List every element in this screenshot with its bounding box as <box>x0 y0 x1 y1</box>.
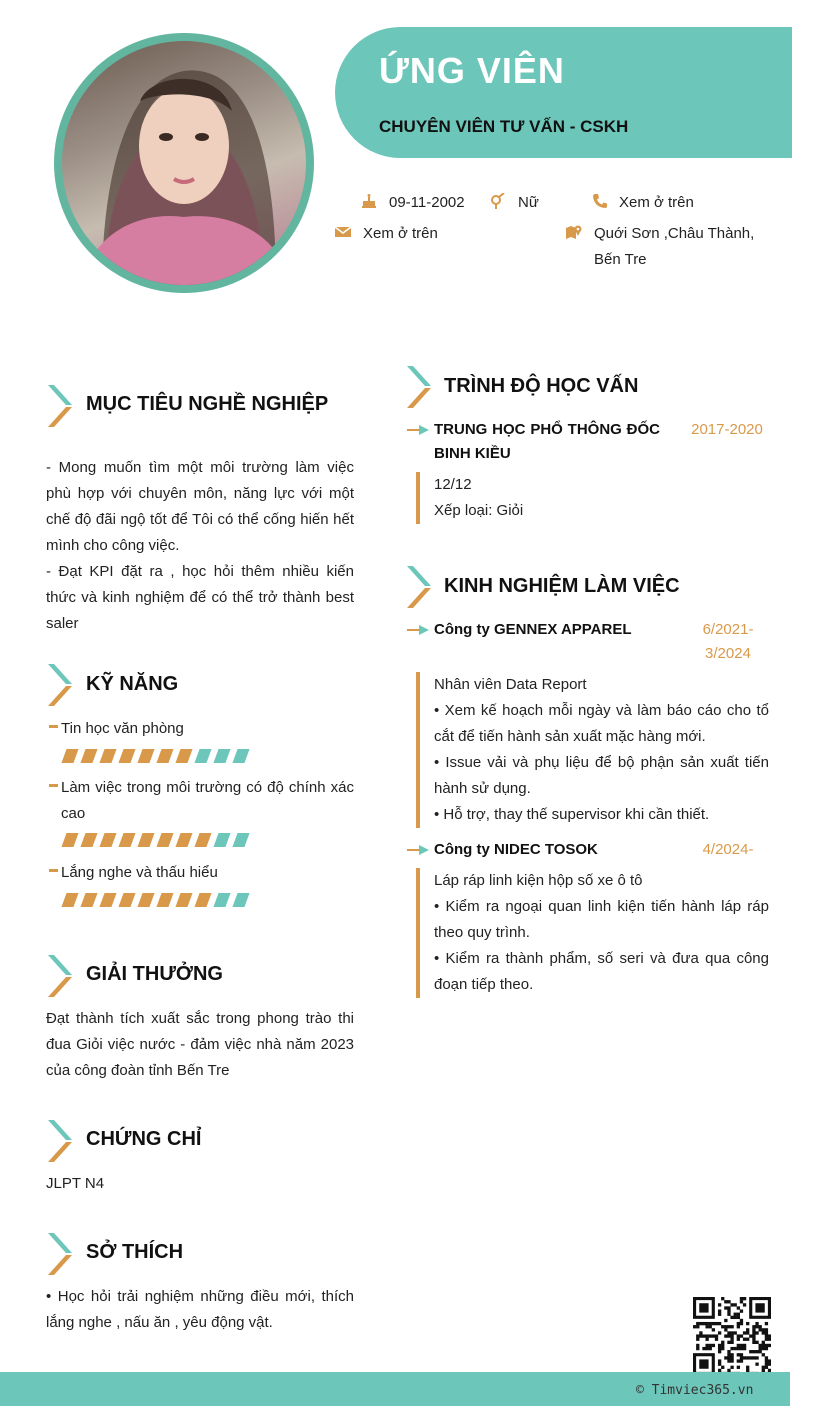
experience-title: KINH NGHIỆM LÀM VIỆC <box>444 575 680 597</box>
skill-level-segment <box>137 749 154 763</box>
skill-level-segment <box>213 893 230 907</box>
section-chevron-icon <box>46 1233 72 1275</box>
birthday-value: 09-11-2002 <box>389 194 465 211</box>
skill-bullet <box>49 784 58 787</box>
section-chevron-icon <box>46 664 72 706</box>
skill-bullet <box>49 869 58 872</box>
skill-level-segment <box>118 833 135 847</box>
skill-level-segment <box>194 893 211 907</box>
company-name: Công ty GENNEX APPAREL <box>434 621 632 638</box>
skill-level-segment <box>80 833 97 847</box>
certificates-title: CHỨNG CHỈ <box>86 1128 202 1150</box>
experience-detail: • Xem kế hoạch mỗi ngày và làm báo cáo cho tổ cắt để tiến hành sản xuất mặc hàng mới. <box>434 702 769 745</box>
experience-detail: • Issue vải và phụ liệu để bộ phận sản xuất tiến hành sử dụng. <box>434 754 769 797</box>
skill-level-segment <box>175 893 192 907</box>
skill-level-segment <box>99 749 116 763</box>
skill-level-segment <box>194 833 211 847</box>
skill-level-segment <box>232 893 249 907</box>
awards-title: GIẢI THƯỞNG <box>86 963 223 985</box>
skill-level-segment <box>175 833 192 847</box>
skill-level-segment <box>80 893 97 907</box>
section-chevron-icon <box>46 955 72 997</box>
awards-text: Đạt thành tích xuất sắc trong phong trào thi đua Giỏi việc nước - đảm việc nhà năm 2023 của công đoàn tỉnh Bến Tre <box>46 1010 354 1079</box>
skill-level-segment <box>137 893 154 907</box>
gender-icon <box>490 193 506 209</box>
skill-level-segment <box>61 893 78 907</box>
skill-level-segment <box>137 833 154 847</box>
section-chevron-icon <box>46 1120 72 1162</box>
skill-bullet <box>49 725 58 728</box>
phone-value: Xem ở trên <box>619 194 694 211</box>
experience-detail: • Hỗ trợ, thay thế supervisor khi cần thiết. <box>434 806 710 823</box>
career-goal-line: - Mong muốn tìm một môi trường làm việc phù hợp với chuyên môn, năng lực với một chế độ đãi ngộ tốt để Tôi có thể cống hiến hết mình cho công việc. <box>46 459 354 554</box>
skill-level-bar <box>64 749 247 765</box>
experience-detail: • Kiểm ra ngoại quan linh kiện tiến hành láp ráp theo quy trình. <box>434 898 769 941</box>
school-name: TRUNG HỌC PHỔ THÔNG ĐỐC BINH KIỀU <box>434 421 660 462</box>
skill-level-segment <box>175 749 192 763</box>
skill-level-segment <box>232 833 249 847</box>
skill-level-segment <box>99 893 116 907</box>
skills-title: KỸ NĂNG <box>86 673 179 695</box>
skill-level-segment <box>61 749 78 763</box>
skill-level-segment <box>99 833 116 847</box>
entry-arrow-icon <box>407 425 429 435</box>
skill-level-segment <box>232 749 249 763</box>
phone-icon <box>592 193 608 209</box>
skill-label: Lắng nghe và thấu hiểu <box>61 864 218 881</box>
experience-date: 6/2021-3/2024 <box>702 621 754 662</box>
experience-date: 4/2024- <box>702 841 754 858</box>
skill-label: Làm việc trong môi trường có độ chính xác cao <box>61 779 354 822</box>
skill-level-segment <box>213 833 230 847</box>
education-detail: Xếp loại: Giỏi <box>434 502 524 519</box>
skill-label: Tin học văn phòng <box>61 720 184 737</box>
candidate-name: ỨNG VIÊN <box>379 50 565 91</box>
skill-level-segment <box>118 749 135 763</box>
timeline-line <box>416 868 420 998</box>
skill-level-segment <box>80 749 97 763</box>
skill-level-segment <box>194 749 211 763</box>
avatar <box>62 41 306 285</box>
experience-detail: Nhân viên Data Report <box>434 676 587 693</box>
career-goal-line: - Đạt KPI đặt ra , học hỏi thêm nhiều kiến thức và kinh nghiệm để có thể trở thành best saler <box>46 563 354 632</box>
qr-code <box>693 1297 771 1375</box>
address-value: Quới Sơn ,Châu Thành, Bến Tre <box>594 225 755 268</box>
hobbies-text: • Học hỏi trải nghiệm những điều mới, thích lắng nghe , nấu ăn , yêu động vật. <box>46 1288 354 1331</box>
section-chevron-icon <box>405 566 431 608</box>
timeline-line <box>416 672 420 828</box>
header-banner <box>335 27 792 158</box>
skill-level-segment <box>156 749 173 763</box>
career-goal-title: MỤC TIÊU NGHỀ NGHIỆP <box>86 393 329 415</box>
skill-level-segment <box>156 833 173 847</box>
education-detail: 12/12 <box>434 476 472 493</box>
job-title: CHUYÊN VIÊN TƯ VẤN - CSKH <box>379 117 629 136</box>
birthday-cake-icon <box>361 193 377 209</box>
education-title: TRÌNH ĐỘ HỌC VẤN <box>444 375 639 397</box>
map-marker-icon <box>566 224 582 240</box>
company-name: Công ty NIDEC TOSOK <box>434 841 598 858</box>
footer-copyright: © Timviec365.vn <box>636 1383 754 1398</box>
certificates-text: JLPT N4 <box>46 1175 105 1192</box>
education-date: 2017-2020 <box>691 421 763 438</box>
entry-arrow-icon <box>407 845 429 855</box>
skill-level-segment <box>118 893 135 907</box>
experience-detail: Láp ráp linh kiện hộp số xe ô tô <box>434 872 643 889</box>
timeline-line <box>416 472 420 524</box>
skill-level-segment <box>156 893 173 907</box>
skill-level-bar <box>64 893 247 909</box>
skill-level-segment <box>213 749 230 763</box>
email-value: Xem ở trên <box>363 225 438 242</box>
entry-arrow-icon <box>407 625 429 635</box>
section-chevron-icon <box>405 366 431 408</box>
skill-level-bar <box>64 833 247 849</box>
skill-level-segment <box>61 833 78 847</box>
experience-detail: • Kiểm ra thành phẩm, số seri và đưa qua công đoạn tiếp theo. <box>434 950 769 993</box>
section-chevron-icon <box>46 385 72 427</box>
gender-value: Nữ <box>518 194 539 211</box>
email-icon <box>335 224 351 240</box>
hobbies-title: SỞ THÍCH <box>86 1241 184 1263</box>
